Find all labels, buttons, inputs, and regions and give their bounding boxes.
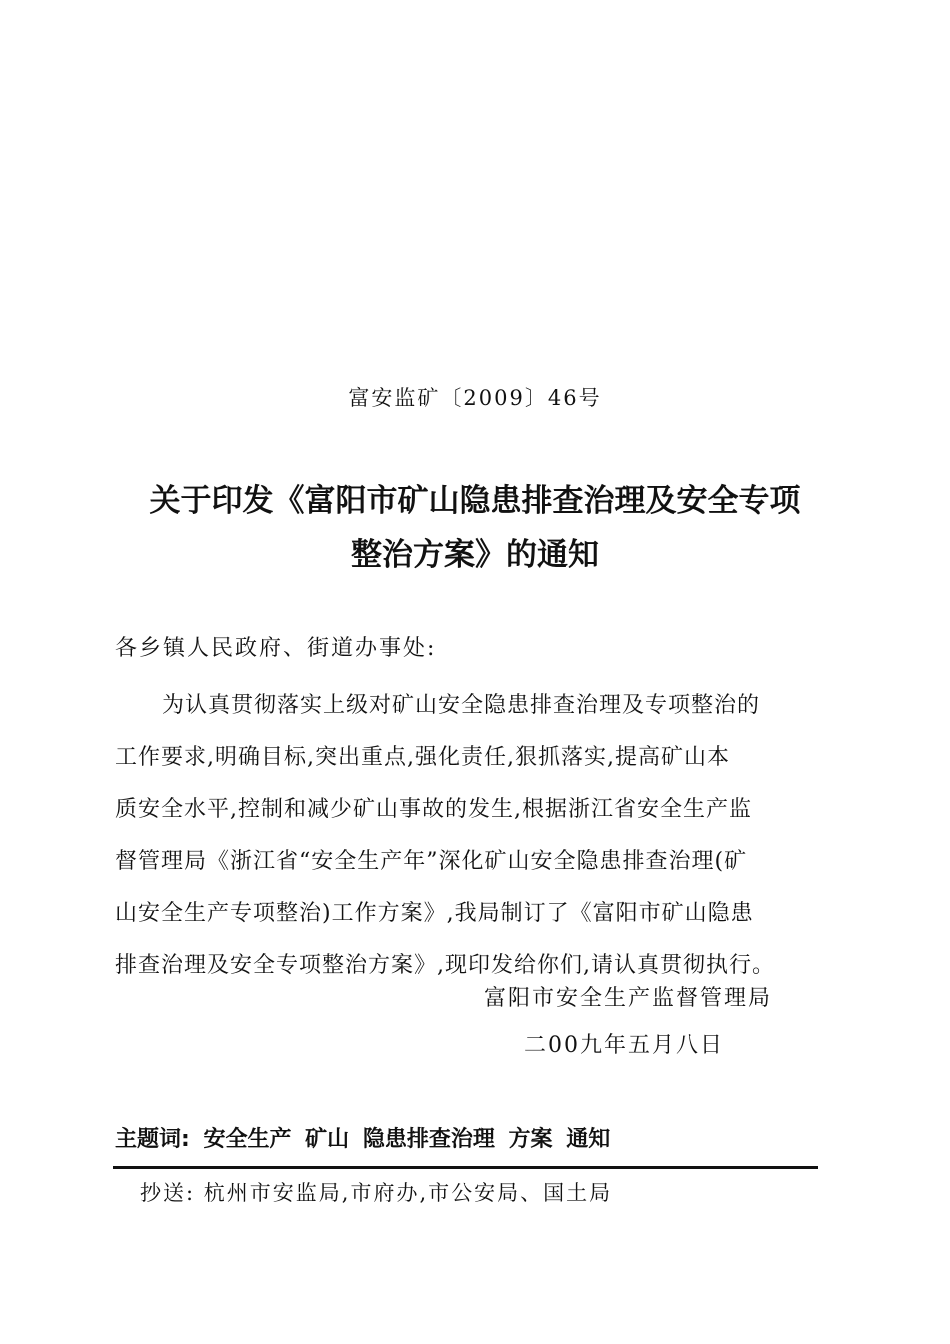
keyword: 方案 [508, 1127, 553, 1152]
keywords-label: 主题词: [115, 1127, 190, 1152]
cc-row [140, 1176, 612, 1210]
body-paragraph [115, 680, 835, 992]
body-line-1: 为认真贯彻落实上级对矿山安全隐患排查治理及专项整治的 [162, 693, 761, 718]
keyword: 隐患排查治理 [362, 1127, 495, 1152]
body-line-2: 工作要求,明确目标,突出重点,强化责任,狠抓落实,提高矿山本 [115, 745, 730, 770]
document-number: 富安监矿〔2009〕46号 [348, 386, 602, 410]
title-line-1: 关于印发《富阳市矿山隐患排查治理及安全专项 [149, 483, 801, 519]
body-line-6: 排查治理及安全专项整治方案》,现印发给你们,请认真贯彻执行。 [115, 953, 775, 978]
issue-date: 二00九年五月八日 [524, 1033, 724, 1058]
issuing-authority: 富阳市安全生产监督管理局 [484, 986, 773, 1011]
divider-rule [113, 1166, 818, 1169]
document-title [90, 474, 860, 582]
keyword: 矿山 [305, 1127, 350, 1152]
keywords-row [115, 1123, 616, 1157]
body-line-3: 质安全水平,控制和减少矿山事故的发生,根据浙江省安全生产监 [115, 797, 752, 822]
cc-label: 抄送: [140, 1181, 196, 1205]
cc-recipients: 杭州市安监局,市府办,市公安局、国土局 [203, 1181, 613, 1205]
salutation: 各乡镇人民政府、街道办事处: [115, 636, 437, 661]
body-line-5: 山安全生产专项整治)工作方案》,我局制订了《富阳市矿山隐患 [115, 901, 754, 926]
keyword: 安全生产 [203, 1127, 292, 1152]
title-line-2: 整治方案》的通知 [351, 537, 599, 573]
body-line-4: 督管理局《浙江省“安全生产年”深化矿山安全隐患排查治理(矿 [115, 849, 748, 874]
keyword: 通知 [566, 1127, 611, 1152]
